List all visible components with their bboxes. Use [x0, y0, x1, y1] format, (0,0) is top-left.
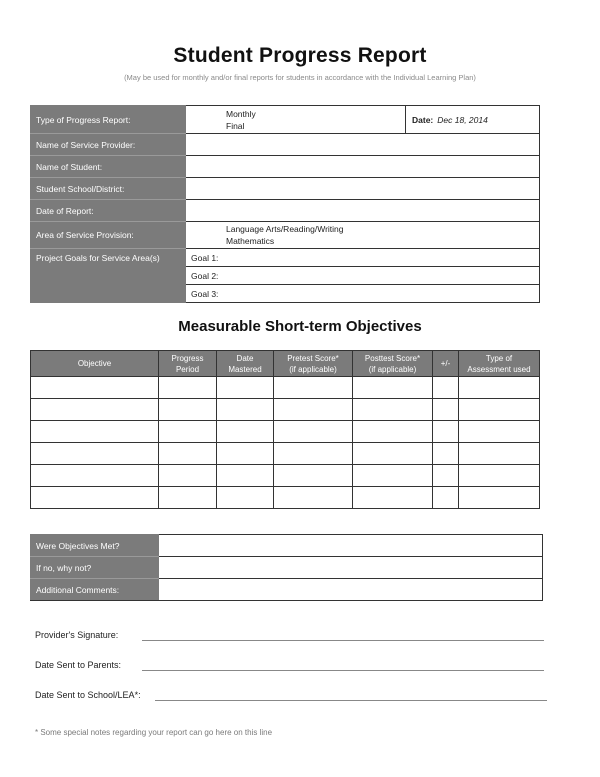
- objective-row: [31, 399, 540, 421]
- date-value: Dec 18, 2014: [437, 114, 488, 125]
- objective-cell[interactable]: [353, 399, 433, 421]
- provider-signature-line[interactable]: [142, 640, 544, 641]
- report-type-options[interactable]: [186, 106, 406, 134]
- objective-cell[interactable]: [433, 421, 459, 443]
- objective-cell[interactable]: [274, 421, 353, 443]
- objective-cell[interactable]: [159, 443, 217, 465]
- objective-cell[interactable]: [217, 465, 274, 487]
- objective-cell[interactable]: [31, 443, 159, 465]
- area-label: Area of Service Provision:: [31, 222, 186, 249]
- objectives-met-label: Were Objectives Met?: [31, 535, 159, 557]
- objective-cell[interactable]: [31, 399, 159, 421]
- objective-cell[interactable]: [459, 443, 540, 465]
- comments-field[interactable]: [159, 579, 543, 601]
- objective-cell[interactable]: [353, 487, 433, 509]
- objective-row: [31, 487, 540, 509]
- school-field[interactable]: [186, 178, 540, 200]
- objective-cell[interactable]: [353, 377, 433, 399]
- provider-signature-label: Provider's Signature:: [35, 630, 119, 640]
- objective-cell[interactable]: [459, 421, 540, 443]
- goal-2-field[interactable]: Goal 2:: [186, 267, 540, 285]
- objective-cell[interactable]: [274, 443, 353, 465]
- parents-date-line[interactable]: [142, 670, 544, 671]
- school-date-line[interactable]: [155, 700, 547, 701]
- objective-cell[interactable]: [433, 377, 459, 399]
- objective-cell[interactable]: [159, 399, 217, 421]
- area-value-2: Mathematics: [226, 236, 275, 246]
- objective-cell[interactable]: [31, 421, 159, 443]
- objectives-table: [30, 350, 540, 509]
- objective-cell[interactable]: [274, 377, 353, 399]
- goals-label: Project Goals for Service Area(s): [31, 249, 186, 303]
- objective-cell[interactable]: [433, 443, 459, 465]
- evaluation-table: [30, 534, 543, 601]
- provider-field[interactable]: [186, 134, 540, 156]
- report-date-row: [31, 200, 540, 222]
- school-row: [31, 178, 540, 200]
- objective-cell[interactable]: [274, 399, 353, 421]
- objective-cell[interactable]: [433, 399, 459, 421]
- objective-cell[interactable]: [433, 465, 459, 487]
- objective-cell[interactable]: [159, 377, 217, 399]
- goal-3-field[interactable]: Goal 3:: [186, 285, 540, 303]
- school-date-label: Date Sent to School/LEA*:: [35, 690, 141, 700]
- provider-label: Name of Service Provider:: [31, 134, 186, 156]
- objective-cell[interactable]: [353, 421, 433, 443]
- objective-row: [31, 421, 540, 443]
- footer-note: * Some special notes regarding your report can go here on this line: [35, 728, 273, 737]
- col-date-mastered: Date Mastered: [217, 351, 274, 377]
- objective-cell[interactable]: [217, 443, 274, 465]
- page-title: Student Progress Report: [173, 44, 427, 67]
- comments-row: [31, 579, 543, 601]
- report-type-final[interactable]: Final: [226, 120, 245, 131]
- objective-cell[interactable]: [459, 399, 540, 421]
- col-objective: Objective: [31, 351, 159, 377]
- area-field[interactable]: [186, 222, 540, 249]
- objectives-title: Measurable Short-term Objectives: [178, 318, 422, 335]
- col-assessment-type: Type of Assessment used: [459, 351, 540, 377]
- area-value-1: Language Arts/Reading/Writing: [226, 224, 344, 234]
- objective-cell[interactable]: [217, 377, 274, 399]
- objective-cell[interactable]: [353, 465, 433, 487]
- parents-date-label: Date Sent to Parents:: [35, 660, 122, 670]
- student-field[interactable]: [186, 156, 540, 178]
- objective-cell[interactable]: [159, 487, 217, 509]
- objective-cell[interactable]: [217, 421, 274, 443]
- objective-cell[interactable]: [433, 487, 459, 509]
- goal-1-field[interactable]: Goal 1:: [186, 249, 540, 267]
- objectives-body: [31, 377, 540, 509]
- objective-cell[interactable]: [274, 487, 353, 509]
- objective-row: [31, 443, 540, 465]
- col-pretest-score: Pretest Score* (if applicable): [274, 351, 353, 377]
- student-label: Name of Student:: [31, 156, 186, 178]
- why-not-label: If no, why not?: [31, 557, 159, 579]
- objectives-met-row: [31, 535, 543, 557]
- report-date-label: Date of Report:: [31, 200, 186, 222]
- objective-cell[interactable]: [159, 421, 217, 443]
- objective-cell[interactable]: [31, 377, 159, 399]
- objective-row: [31, 465, 540, 487]
- report-type-label: Type of Progress Report:: [31, 106, 186, 134]
- col-posttest-score: Posttest Score* (if applicable): [353, 351, 433, 377]
- student-info-table: [30, 105, 540, 303]
- comments-label: Additional Comments:: [31, 579, 159, 601]
- objectives-met-field[interactable]: [159, 535, 543, 557]
- objective-cell[interactable]: [31, 465, 159, 487]
- objective-cell[interactable]: [217, 399, 274, 421]
- col-progress-period: Progress Period: [159, 351, 217, 377]
- objective-cell[interactable]: [459, 487, 540, 509]
- objective-row: [31, 377, 540, 399]
- why-not-field[interactable]: [159, 557, 543, 579]
- why-not-row: [31, 557, 543, 579]
- objective-cell[interactable]: [217, 487, 274, 509]
- date-label: Date:: [412, 114, 434, 125]
- objective-cell[interactable]: [274, 465, 353, 487]
- objective-cell[interactable]: [353, 443, 433, 465]
- page-subtitle: (May be used for monthly and/or final reports for students in accordance with the Individual Learning Plan): [124, 73, 476, 82]
- area-row: [31, 222, 540, 249]
- col-plus-minus: +/-: [433, 351, 459, 377]
- goal-row: [31, 249, 540, 267]
- report-date-cell[interactable]: [406, 106, 540, 134]
- report-date-field[interactable]: [186, 200, 540, 222]
- objective-cell[interactable]: [159, 465, 217, 487]
- report-type-monthly[interactable]: Monthly: [226, 108, 256, 119]
- objective-cell[interactable]: [459, 377, 540, 399]
- student-row: [31, 156, 540, 178]
- objectives-header-row: [31, 351, 540, 377]
- objective-cell[interactable]: [459, 465, 540, 487]
- school-label: Student School/District:: [31, 178, 186, 200]
- provider-row: [31, 134, 540, 156]
- objective-cell[interactable]: [31, 487, 159, 509]
- report-type-row: [31, 106, 540, 134]
